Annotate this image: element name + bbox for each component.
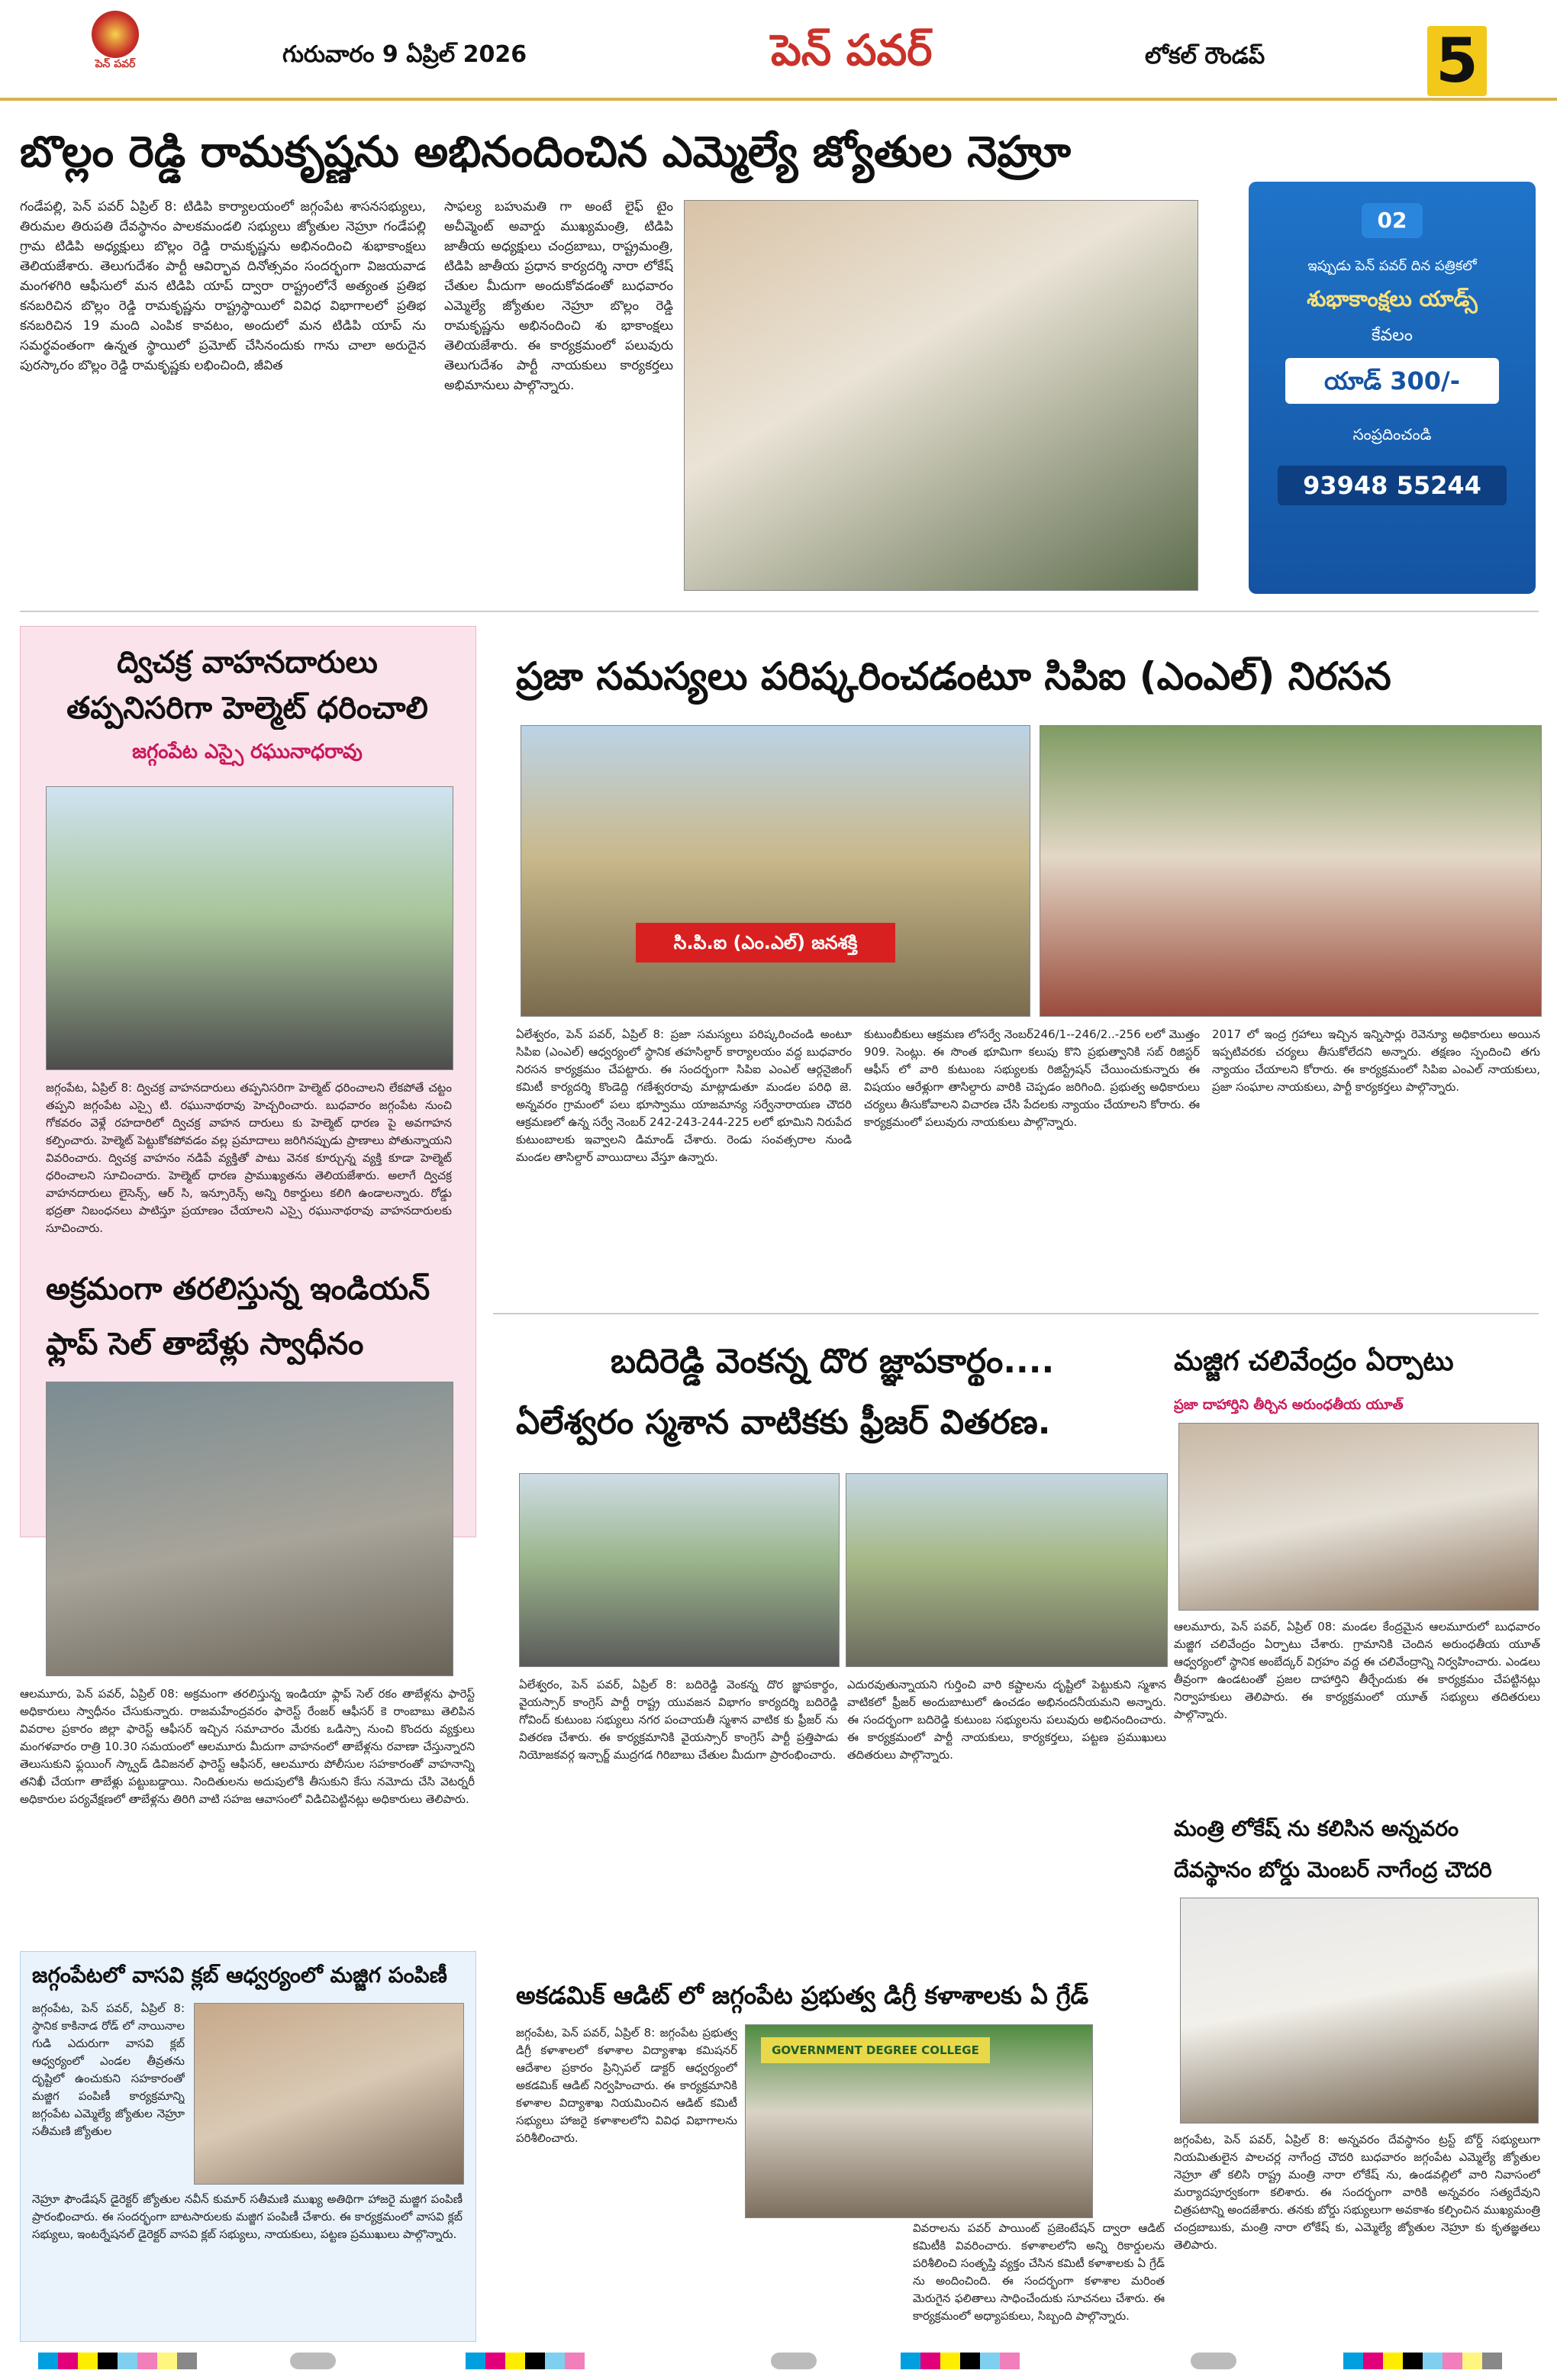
lokesh-photo bbox=[1180, 1898, 1539, 2124]
helmet-headline2: తప్పనిసరిగా హెల్మెట్ ధరించాలి bbox=[66, 691, 428, 726]
lokesh-headline1: మంత్రి లోకేష్ ను కలిసిన అన్నవరం bbox=[1174, 1816, 1459, 1841]
rule-mid bbox=[493, 1313, 1539, 1314]
cpi-banner: సి.పి.ఐ (ఎం.ఎల్) జనశక్తి bbox=[636, 923, 895, 963]
masthead-rule bbox=[0, 98, 1557, 101]
turtle-body: ఆలమూరు, పెన్ పవర్, ఏప్రిల్ 08: అక్రమంగా తరలిస్తున్న ఇండియా ఫ్లాప్ సెల్ రకం తాబేళ్లను ఫారెస్ట్ అధికారులు స్వాధీనం చేసుకున్నారు. రాజమహేంద్రవరం ఫారెస్ట్ రేంజర్ ఆఫీసర్ కె రాంబాబు తెలిపిన వివరాల ప్రకారం జిల్లా ఫారెస్ట్ ఆఫీసర్ ఇచ్చిన సమాచారం మేరకు ఒడిస్సా నుంచి కొందరు వ్యక్తులు మంగళవారం రాత్రి 10.30 సమయంలో ఆలమూరు మీదుగా వాహనంలో తాబేళ్లను రవాణా చేస్తున్నారని తెలుసుకుని ఫ్లయింగ్ స్క్వాడ్ డివిజనల్ ఫారెస్ట్ ఆఫీసర్, ఆలమూరు పోలీసుల సహకారంతో వాహనాన్ని తనిఖీ చేయగా తాబేళ్లు పట్టుబడ్డాయి. నిందితులను అదుపులోకి తీసుకుని కేసు నమోదు చేసి వెటర్నరీ అధికారుల పర్యవేక్షణలో తాబేళ్లను తిరిగి వాటి సహజ ఆవాసంలో విడిచిపెట్టినట్లు అధికారులు తెలిపారు. bbox=[20, 1687, 475, 1806]
story1-photo bbox=[684, 200, 1198, 591]
paper-logo bbox=[73, 11, 157, 84]
turtle-photo bbox=[46, 1382, 453, 1676]
cpi-col2: కుటుంబీకులు ఆక్రమణ లోసర్వే నెంబర్246/1--246/2..-256 లలో మొత్తం 909. సెంట్లు. ఈ సొంత భూమిగా కలుపు కొని ప్రభుత్వానికి సబ్ రిజిస్టర్ ఆఫీస్ లో వారి కుటుంబ సభ్యులకు రిజిస్ట్రేషన్ చేయించుకున్నారు ఈ విషయం ఆరేళ్లుగా తాసిల్దారు వారికి చెప్పడం జరిగింది. ప్రభుత్వ అధికారులు చర్యలు తీసుకోవాలని విచారణ చేసి పేదలకు న్యాయం చేయాలని కోరారు. ఈ కార్యక్రమంలో పలువురు నాయకులు పాల్గొన్నారు. bbox=[864, 1027, 1200, 1129]
ad-line2: శుభాకాంక్షలు యాడ్స్ bbox=[1307, 286, 1478, 311]
helmet-photo bbox=[46, 786, 453, 1070]
freezer-photo-1 bbox=[519, 1473, 840, 1667]
college-col1: జగ్గంపేట, పెన్ పవర్, ఏప్రిల్ 8: జగ్గంపేట ప్రభుత్వ డిగ్రీ కళాశాలలో కళాశాల విద్యాశాఖ కమిషనర్ ఆదేశాల ప్రకారం ప్రిన్సిపల్ డాక్టర్ ఆధ్వర్యంలో అకడమిక్ ఆడిట్ నిర్వహించారు. ఈ కార్యక్రమానికి కళాశాల విద్యాశాఖ నియమించిన ఆడిట్ కమిటీ సభ్యులు హాజరై కళాశాలలోని వివిధ విభాగాలను పరిశీలించారు. bbox=[516, 2026, 737, 2145]
turtle-headline2: ఫ్లాప్ సెల్ తాబేళ్లు స్వాధీనం bbox=[46, 1327, 364, 1362]
section-title: లోకల్ రౌండప్ bbox=[1145, 43, 1265, 69]
story1-headline: బొల్లం రెడ్డి రామకృష్ణను అభినందించిన ఎమ్మెల్యే జ్యోతుల నెహ్రూ bbox=[20, 127, 1072, 177]
vasavi-headline: జగ్గంపేటలో వాసవి క్లబ్ ఆధ్వర్యంలో మజ్జిగ పంపిణీ bbox=[32, 1962, 447, 1988]
majjiga-photo bbox=[1178, 1423, 1539, 1611]
color-bar-left bbox=[38, 2353, 197, 2369]
ad-line1: ఇప్పుడు పెన్ పవర్ దిన పత్రికలో bbox=[1307, 258, 1477, 274]
cpi-col1: ఏలేశ్వరం, పెన్ పవర్, ఏప్రిల్ 8: ప్రజా సమస్యలు పరిష్కరించండి అంటూ సిపిఐ (ఎంఎల్) ఆధ్వర్యంలో స్థానిక తహసిల్దార్ కార్యాలయం వద్ద బుధవారం నిరసన కార్యక్రమం చేపట్టారు. ఈ సందర్భంగా సిపిఐ ఎంఎల్ ఆర్గనైజింగ్ కమిటీ కార్యదర్శి కొండెద్ది గణేశ్వరరావు మాట్లాడుతూ మండల పరిధి జె. అన్నవరం గ్రామంలో పలు భూస్వాము యాజమాన్య సర్వేనారాయణ చౌదరి ఆక్రమణలో ఉన్న సర్వే నెంబర్ 242-243-244-225 లలో భూమిని నిరుపేద కుటుంబాలకు ఇవ్వాలని డిమాండ్ చేశారు. రెండు సంవత్సరాల నుండి మండల తాసిల్దార్ వాయిదాలు వేస్తూ ఉన్నారు. bbox=[516, 1027, 852, 1164]
register-mark-3 bbox=[1191, 2353, 1236, 2369]
ad-line4: సంప్రదించండి bbox=[1352, 425, 1432, 443]
logo-text: పెన్ పవర్ bbox=[95, 58, 136, 70]
register-mark-2 bbox=[771, 2353, 817, 2369]
vasavi-photo bbox=[194, 2003, 464, 2185]
cpi-photo-memo bbox=[1040, 725, 1542, 1017]
ad-line3: కేవలం bbox=[1372, 326, 1413, 345]
majjiga-byline: ప్రజా దాహార్తిని తీర్చిన అరుంధతీయ యూత్ bbox=[1174, 1397, 1404, 1413]
college-photo bbox=[745, 2024, 1093, 2218]
college-banner: GOVERNMENT DEGREE COLLEGE bbox=[761, 2037, 990, 2063]
color-bar-right bbox=[1343, 2353, 1502, 2369]
freezer-col1: ఏలేశ్వరం, పెన్ పవర్, ఏప్రిల్ 8: బదిరెడ్డి వెంకన్న దొర జ్ఞాపకార్థం, వైయస్సార్ కాంగ్రెస్ పార్టీ రాష్ట్ర యువజన విభాగం కార్యదర్శి బదిరెడ్డి గోవింద్ కుటుంబ సభ్యులు నగర పంచాయతీ స్మశాన వాటిక కు ఫ్రీజర్ ను వితరణ చేశారు. ఈ కార్యక్రమానికి వైయస్సార్ కాంగ్రెస్ పార్టీ ప్రత్తిపాడు నియోజకవర్గ ఇన్చార్జ్ ముద్రగడ గిరిబాబు చేతుల మీదుగా ప్రారంభించారు. bbox=[519, 1678, 838, 1762]
helmet-headline1: ద్విచక్ర వాహనదారులు bbox=[117, 645, 378, 680]
color-bar-center-2 bbox=[901, 2353, 1020, 2369]
college-headline: అకడమిక్ ఆడిట్ లో జగ్గంపేట ప్రభుత్వ డిగ్రీ కళాశాలకు ఏ గ్రేడ్ bbox=[516, 1981, 1089, 2010]
turtle-headline1: అక్రమంగా తరలిస్తున్న ఇండియన్ bbox=[46, 1272, 430, 1307]
cpi-col3: 2017 లో ఇంద్ర గ్రహాలు ఇచ్చిన ఇన్నిసార్లు రెవెన్యూ అధికారులు అయిన ఇప్పటివరకు చర్యలు తీసుకోలేదని అన్నారు. తక్షణం స్పందించి తగు న్యాయం చేయాలని కోరారు. ఈ కార్యక్రమంలో సిపిఐ ఎంఎల్ నాయకులు, ప్రజా సంఘాల నాయకులు, పార్టీ కార్యకర్తలు పాల్గొన్నారు. bbox=[1212, 1027, 1540, 1094]
lokesh-headline2: దేవస్థానం బోర్డు మెంబర్ నాగేంద్ర చౌదరి bbox=[1174, 1857, 1492, 1882]
ad-price: యాడ్ 300/- bbox=[1285, 358, 1499, 404]
rule-top bbox=[20, 611, 1539, 612]
cpi-photo-rally bbox=[521, 725, 1030, 1017]
story1-col2: సాఫల్య బహుమతి గా అంటే లైఫ్ టైం అచీవ్మెంట్ అవార్డు ముఖ్యమంత్రి, టిడిపి జాతీయ అధ్యక్షులు చంద్రబాబు, రాష్ట్రమంత్రి, టిడిపి జాతీయ ప్రధాన కార్యదర్శి నారా లోకేష్ చేతుల మీదుగా అందుకోవడంతో బుధవారం ఎమ్మెల్యే జ్యోతుల నెహ్రూ బొల్లం రెడ్డి రామకృష్ణను అభినందించి శు భాకాంక్షలు తెలియజేశారు. ఈ కార్యక్రమంలో పలువురు తెలుగుదేశం పార్టీ నాయకులు కార్యకర్తలు అభిమానులు పాల్గొన్నారు. bbox=[444, 199, 673, 393]
cpi-headline: ప్రజా సమస్యలు పరిష్కరించడంటూ సిపిఐ (ఎంఎల్) నిరసన bbox=[516, 654, 1391, 698]
ad-number: 02 bbox=[1362, 203, 1423, 238]
vasavi-body-bottom: నెహ్రూ ఫౌండేషన్ డైరెక్టర్ జ్యోతుల నవీన్ కుమార్ సతీమణి ముఖ్య అతిథిగా హాజరై మజ్జిగ పంపిణీ ప్రారంభించారు. ఈ సందర్భంగా బాటసారులకు మజ్జిగ పంపిణీ చేశారు. ఈ కార్యక్రమంలో వాసవి క్లబ్ సభ్యులు, ఇంటర్నేషనల్ డైరెక్టర్ వాసవి క్లబ్ సభ్యులు, నాయకులు, పట్టణ ప్రముఖులు పాల్గొన్నారు. bbox=[32, 2192, 463, 2241]
vasavi-body-top: జగ్గంపేట, పెన్ పవర్, ఏప్రిల్ 8: స్థానిక కాకినాడ రోడ్ లో నాయినాల గుడి ఎదురుగా వాసవి క్లబ్ ఆధ్వర్యంలో ఎండల తీవ్రతను దృష్టిలో ఉంచుకుని సహకారంతో మజ్జిగ పంపిణీ కార్యక్రమాన్ని జగ్గంపేట ఎమ్మెల్యే జ్యోతుల నెహ్రూ సతీమణి జ్యోతుల bbox=[32, 2001, 185, 2138]
greetings-ad bbox=[1249, 182, 1536, 594]
freezer-headline1: బదిరెడ్డి వెంకన్న దొర జ్ఞాపకార్థం.... bbox=[611, 1342, 1055, 1381]
majjiga-headline: మజ్జిగ చలివేంద్రం ఏర్పాటు bbox=[1174, 1346, 1454, 1377]
helmet-byline: జగ్గంపేట ఎస్సై రఘునాధరావు bbox=[132, 740, 363, 763]
lokesh-body: జగ్గంపేట, పెన్ పవర్, ఏప్రిల్ 8: అన్నవరం దేవస్థానం ట్రస్ట్ బోర్డ్ సభ్యులుగా నియమితులైన పాలచర్ల నాగేంద్ర చౌదరి బుధవారం జగ్గంపేట ఎమ్మెల్యే జ్యోతుల నెహ్రూ తో కలిసి రాష్ట్ర మంత్రి నారా లోకేష్ ను, ఉండవల్లిలో వారి నివాసంలో మర్యాదపూర్వకంగా కలిశారు. ఈ సందర్భంగా వారికి అన్నవరం సత్యదేవుని చిత్రపటాన్ని అందజేశారు. తనకు బోర్డు సభ్యులుగా అవకాశం కల్పించిన ముఖ్యమంత్రి చంద్రబాబుకు, మంత్రి నారా లోకేష్ కు, ఎమ్మెల్యే జ్యోతుల నెహ్రూ కు కృతజ్ఞతలు తెలిపారు. bbox=[1174, 2133, 1540, 2252]
page-number: 5 bbox=[1427, 26, 1487, 96]
freezer-col2: ఎదురవుతున్నాయని గుర్తించి వారి కష్టాలను దృష్టిలో పెట్టుకుని స్మశాన వాటికలో ఫ్రీజర్ అందుబాటులో ఉంచడం అభినందనీయమని అన్నారు. ఈ సందర్భంగా బదిరెడ్డి కుటుంబ సభ్యులను పలువురు అభినందించారు. ఈ కార్యక్రమంలో పార్టీ నాయకులు, కార్యకర్తలు, పట్టణ ప్రముఖులు తదితరులు పాల్గొన్నారు. bbox=[847, 1678, 1166, 1762]
paper-name: పెన్ పవర్ bbox=[771, 26, 933, 76]
freezer-headline2: ఏలేశ్వరం స్మశాన వాటికకు ఫ్రీజర్ వితరణ. bbox=[516, 1403, 1051, 1442]
issue-date: గురువారం 9 ఏప్రిల్ 2026 bbox=[282, 41, 527, 68]
freezer-photo-2 bbox=[846, 1473, 1168, 1667]
emblem-icon bbox=[92, 11, 139, 58]
majjiga-body: ఆలమూరు, పెన్ పవర్, ఏప్రిల్ 08: మండల కేంద్రమైన ఆలమూరులో బుధవారం మజ్జిగ చలివేంద్రం ఏర్పాటు చేశారు. గ్రామానికి చెందిన అరుంధతీయ యూత్ ఆధ్వర్యంలో స్థానిక అంబేద్కర్ విగ్రహం వద్ద ఈ చలివేంద్రాన్ని నిర్వహించారు. ఎండలు తీవ్రంగా ఉండటంతో ప్రజల దాహార్తిని తీర్చేందుకు ఈ కార్యక్రమం చేపట్టినట్లు నిర్వాహకులు తెలిపారు. ఈ కార్యక్రమంలో యూత్ సభ్యులు తదితరులు పాల్గొన్నారు. bbox=[1174, 1620, 1540, 1721]
college-col2: వివరాలను పవర్ పాయింట్ ప్రజెంటేషన్ ద్వారా ఆడిట్ కమిటీకి వివరించారు. కళాశాలలోని అన్ని రికార్డులను పరిశీలించి సంతృప్తి వ్యక్తం చేసిన కమిటీ కళాశాలకు ఏ గ్రేడ్ ను అందించింది. ఈ సందర్భంగా కళాశాల మరింత మెరుగైన ఫలితాలు సాధించేందుకు సూచనలు చేశారు. ఈ కార్యక్రమంలో అధ్యాపకులు, సిబ్బంది పాల్గొన్నారు. bbox=[913, 2221, 1165, 2323]
ad-phone: 93948 55244 bbox=[1278, 466, 1507, 505]
masthead bbox=[0, 0, 1557, 99]
helmet-body: జగ్గంపేట, ఏప్రిల్ 8: ద్విచక్ర వాహనదారులు తప్పనిసరిగా హెల్మెట్ ధరించాలని లేకపోతే చట్టం తప్పని జగ్గంపేట ఎస్సై టి. రఘునాథరావు హెచ్చరించారు. బుధవారం జగ్గంపేట నుంచి గోకవరం వెళ్లే రహదారిలో ద్విచక్ర వాహన దారులు కు హెల్మెట్ ధారణ పై అవగాహన కల్పించారు. హెల్మెట్ పెట్టుకోకపోవడం వల్ల ప్రమాదాలు జరిగినప్పుడు ప్రాణాలు పోతున్నాయని వివరించారు. ద్విచక్ర వాహనం నడిపే వ్యక్తితో పాటు వెనక కూర్చున్న వ్యక్తి కూడా హెల్మెట్ ధరించాలని సూచించారు. హెల్మెట్ ధారణ ప్రాముఖ్యతను తెలియజేశారు. అలాగే ద్విచక్ర వాహనదారులు లైసెన్స్, ఆర్ సి, ఇన్సూరెన్స్ అన్ని రికార్డులు కలిగి ఉండాలన్నారు. రోడ్డు భద్రతా నిబంధనలు పాటిస్తూ ప్రయాణం చేయాలని ఎస్సై రఘునాథరావు వాహనదారులకు సూచించారు. bbox=[46, 1081, 452, 1235]
color-bar-center bbox=[466, 2353, 585, 2369]
register-mark-1 bbox=[290, 2353, 336, 2369]
story1-col1: గండేపల్లి, పెన్ పవర్ ఏప్రిల్ 8: టిడిపి కార్యాలయంలో జగ్గంపేట శాసనసభ్యులు, తిరుమల తిరుపతి దేవస్థానం పాలకమండలి సభ్యులు జ్యోతుల నెహ్రూ గండేపల్లి గ్రామ టిడిపి అధ్యక్షులు బొల్లం రెడ్డి రామకృష్ణను అభినందించి శుభాకాంక్షలు తెలియజేశారు. తెలుగుదేశం పార్టీ ఆవిర్భావ దినోత్సవం సందర్భంగా విజయవాడ మంగళగిరి ఆఫీసులో మన టిడిపి యాప్ ద్వారా రాష్ట్రంలోనే అత్యంత ప్రతిభ కనబరిచిన బొల్లం రెడ్డి రామకృష్ణను రాష్ట్రస్థాయిలో వివిధ విభాగాలలో ప్రతిభ కనబరిచిన 19 మంది ఎంపిక కావటం, అందులో మన టిడిపి యాప్ ను సమర్థవంతంగా ఉన్నత స్థాయిలో ప్రమోట్ చేసినందుకు గాను చాలా అరుదైన పురస్కారం బొల్లం రెడ్డి రామకృష్ణకు లభించింది, జీవిత bbox=[20, 199, 426, 373]
